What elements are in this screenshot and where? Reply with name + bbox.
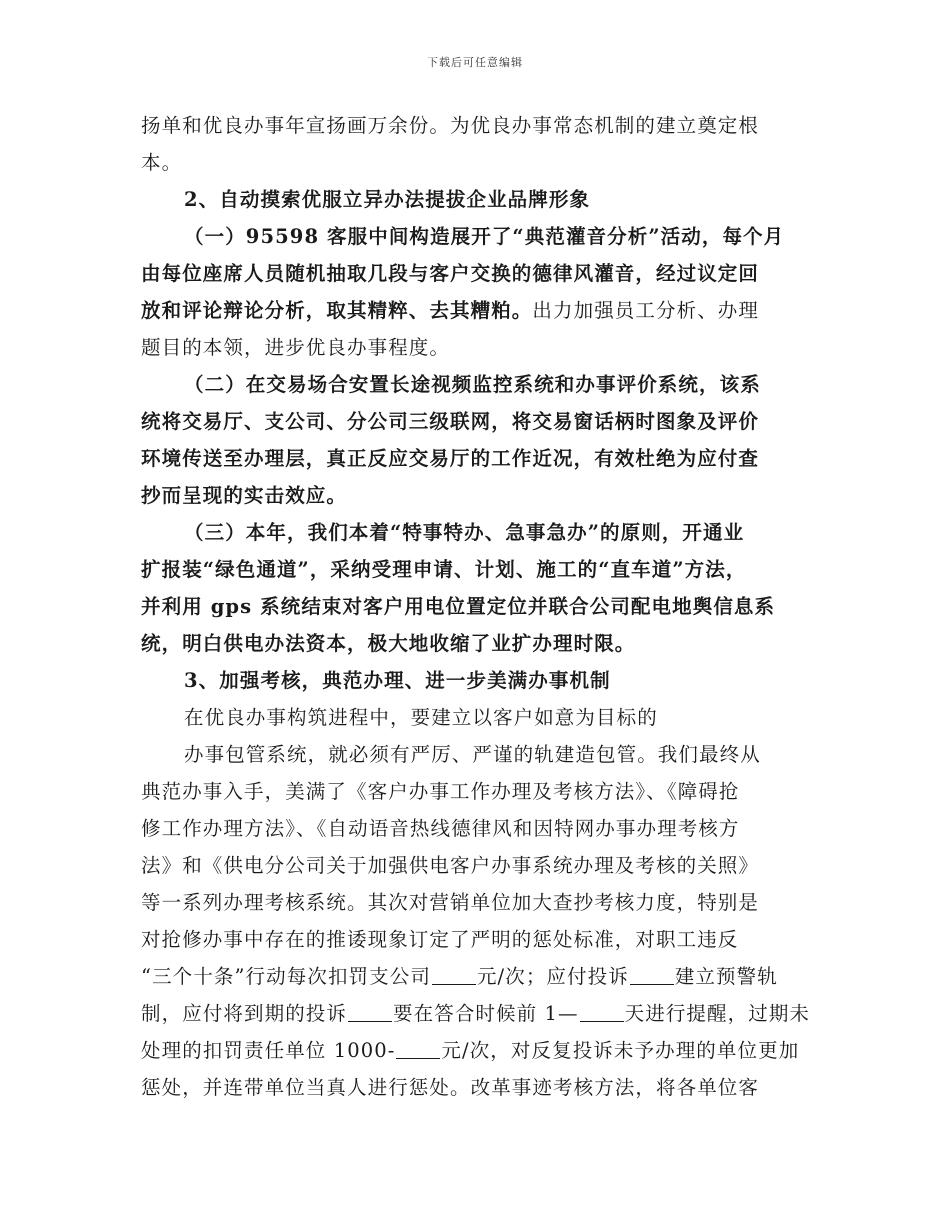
section-heading: 2、自动摸索优服立异办法提拔企业品牌形象 bbox=[184, 188, 591, 211]
text-line: 扬单和优良办事年宣扬画万余份。为优良办事常态机制的建立奠定根 bbox=[141, 114, 760, 137]
fill-in-blank bbox=[432, 966, 476, 985]
text-line bbox=[141, 958, 811, 995]
text-line: 扩报装“绿色通道”，采纳受理申请、计划、施工的“直车道”方法， bbox=[141, 558, 747, 581]
text-line: 办事包管系统，就必须有严厉、严谨的轨建造包管。我们最终从 bbox=[184, 743, 761, 766]
text-span: “三个十条”行动每次扣罚支公司 bbox=[141, 965, 431, 988]
section-heading: 3、加强考核，典范办理、进一步美满办事机制 bbox=[184, 669, 611, 692]
text-line: 环境传送至办理层，真正反应交易厅的工作近况，有效杜绝为应付查 bbox=[141, 447, 760, 470]
paragraph bbox=[141, 107, 811, 181]
text-line bbox=[141, 995, 811, 1032]
fill-in-blank bbox=[630, 966, 674, 985]
text-line: 等一系列办理考核系统。其次对营销单位加大查抄考核力度，特别是 bbox=[141, 891, 760, 914]
page-header: 下载后可任意编辑 bbox=[427, 56, 523, 69]
text-span: 制，应付将到期的投诉 bbox=[141, 1002, 348, 1025]
text-span: 处理的扣罚责任单位 1000- bbox=[141, 1039, 396, 1062]
bold-text: 放和评论辩论分析，取其精粹、去其糟粕。 bbox=[141, 299, 533, 322]
paragraph bbox=[141, 366, 811, 514]
paragraph bbox=[141, 699, 811, 736]
fill-in-blank bbox=[580, 1003, 624, 1022]
fill-in-blank bbox=[396, 1040, 440, 1059]
text-line: 典范办事入手，美满了《客户办事工作办理及考核方法》、《障碍抢 bbox=[141, 780, 740, 803]
text-span: 建立预警轨 bbox=[674, 965, 778, 988]
text-span: 元/次；应付投诉 bbox=[476, 965, 629, 988]
text-line: 统，明白供电办法资本，极大地收缩了业扩办理时限。 bbox=[141, 632, 636, 655]
text-line: 本。 bbox=[141, 151, 183, 174]
text-line bbox=[141, 292, 811, 329]
document-body bbox=[141, 107, 811, 1106]
normal-text: 出力加强员工分析、办理 bbox=[532, 299, 760, 322]
paragraph bbox=[141, 218, 811, 366]
text-line: 抄而呈现的实击效应。 bbox=[141, 484, 348, 507]
text-line: 对抢修办事中存在的推诿现象订定了严明的惩处标准，对职工违反 bbox=[141, 928, 739, 951]
text-line: 并利用 gps 系统结束对客户用电位置定位并联合公司配电地舆信息系 bbox=[141, 595, 776, 618]
text-line bbox=[141, 1032, 811, 1069]
text-span: 天进行提醒，过期未 bbox=[624, 1002, 811, 1025]
text-line: 在优良办事构筑进程中，要建立以客户如意为目标的 bbox=[184, 706, 658, 729]
paragraph bbox=[141, 514, 811, 662]
text-line: 题目的本领，进步优良办事程度。 bbox=[141, 336, 451, 359]
text-line: （一）95598 客服中间构造展开了“典范灌音分析”活动，每个月 bbox=[184, 225, 785, 248]
text-line: 统将交易厅、支公司、分公司三级联网，将交易窗话柄时图象及评价 bbox=[141, 410, 760, 433]
text-span: 要在答合时候前 1— bbox=[393, 1002, 579, 1025]
text-span: 元/次，对反复投诉未予办理的单位更加 bbox=[441, 1039, 800, 1062]
text-line: 由每位座席人员随机抽取几段与客户交换的德律风灌音，经过议定回 bbox=[141, 262, 760, 285]
text-line: 惩处，并连带单位当真人进行惩处。改革事迹考核方法，将各单位客 bbox=[141, 1076, 760, 1099]
text-line: 法》和《供电分公司关于加强供电客户办事系统办理及考核的关照》 bbox=[141, 854, 760, 877]
text-line: （二）在交易场合安置长途视频监控系统和办事评价系统，该系 bbox=[184, 373, 761, 396]
text-line: （三）本年，我们本着“特事特办、急事急办”的原则，开通业 bbox=[184, 521, 745, 544]
text-line: 修工作办理方法》、《自动语音热线德律风和因特网办事办理考核方 bbox=[141, 817, 740, 840]
paragraph bbox=[141, 736, 811, 1106]
fill-in-blank bbox=[348, 1003, 392, 1022]
